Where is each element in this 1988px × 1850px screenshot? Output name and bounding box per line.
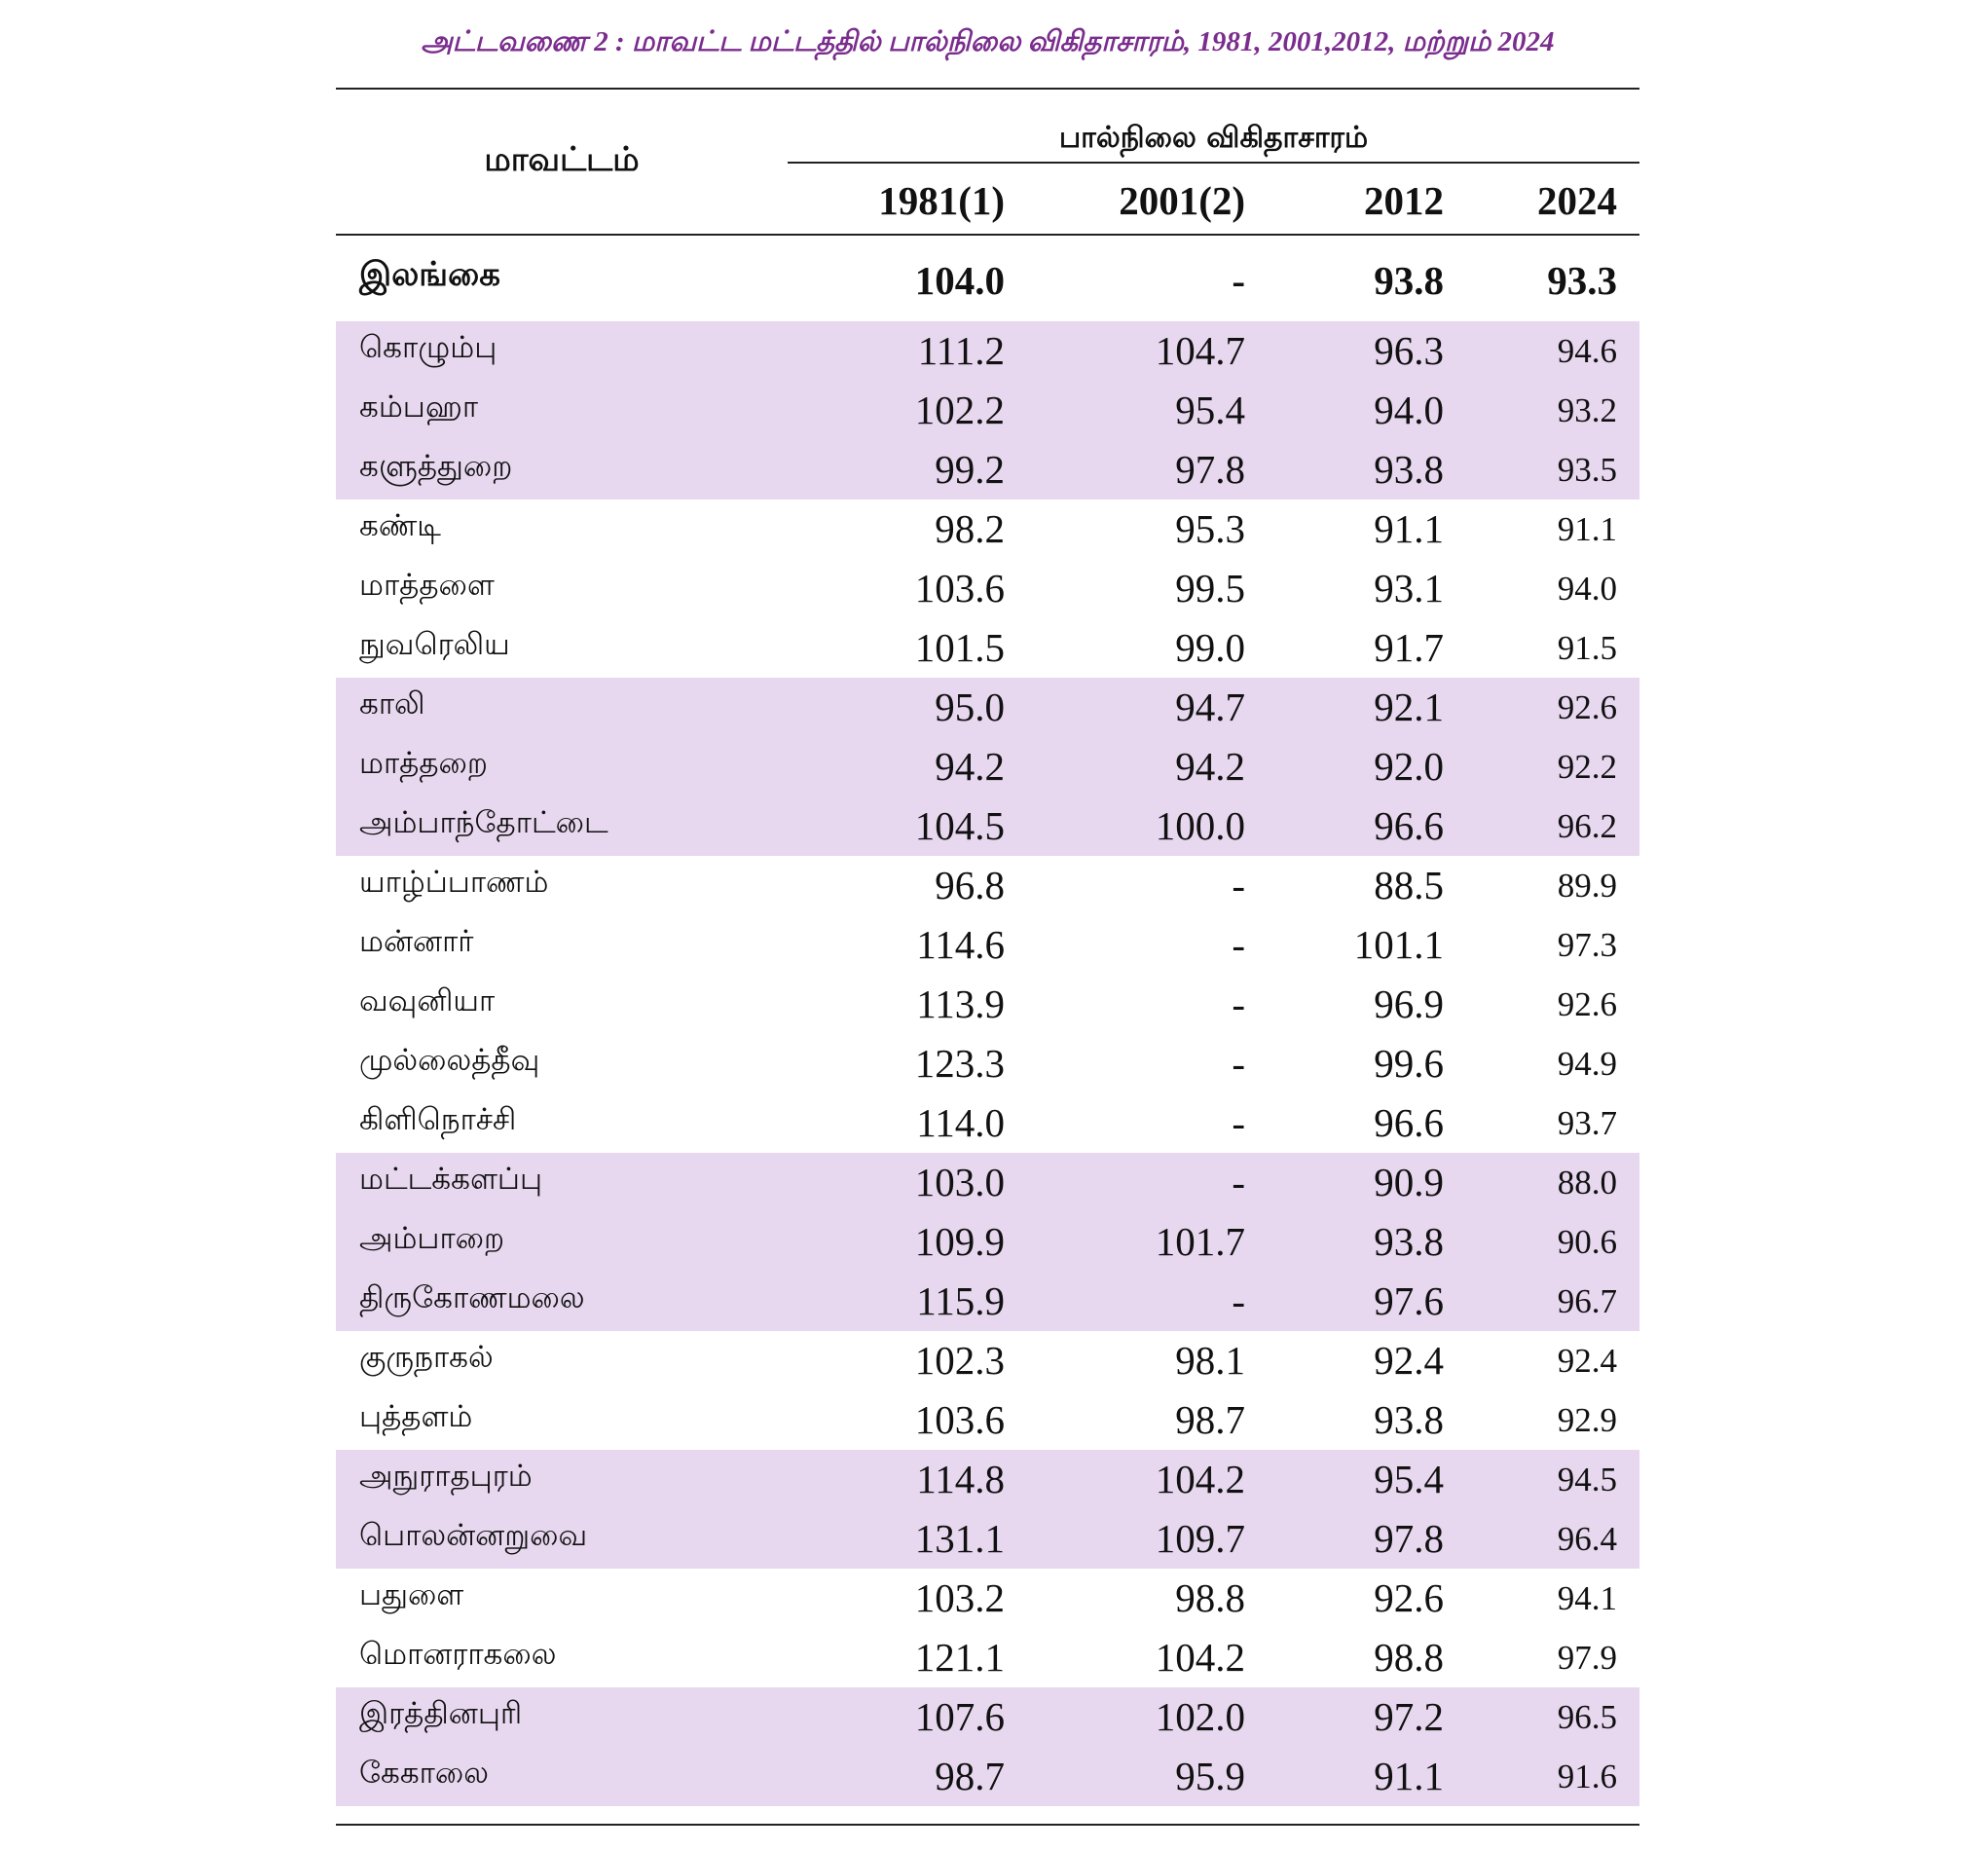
value-2012: 92.1 bbox=[1374, 684, 1444, 729]
value-1981: 103.6 bbox=[914, 566, 1005, 610]
value-2012: 88.5 bbox=[1374, 863, 1444, 907]
table-row bbox=[336, 915, 1639, 975]
value-1981: 114.6 bbox=[916, 922, 1005, 967]
value-2024: 90.6 bbox=[1557, 1223, 1617, 1261]
value-2012: 93.8 bbox=[1374, 1397, 1444, 1442]
value-1981: 113.9 bbox=[916, 981, 1005, 1026]
value-1981: 102.3 bbox=[914, 1338, 1005, 1383]
value-2001: 95.4 bbox=[1175, 388, 1245, 432]
value-2024: 91.6 bbox=[1557, 1758, 1617, 1795]
district-name: நுவரெலிய bbox=[359, 627, 510, 662]
value-2001: 95.9 bbox=[1175, 1754, 1245, 1798]
value-2024: 96.4 bbox=[1557, 1520, 1617, 1558]
national-value-2001: - bbox=[1232, 258, 1245, 303]
value-2001: 99.0 bbox=[1175, 625, 1245, 670]
value-2024: 93.2 bbox=[1557, 391, 1617, 429]
district-name: மாத்தறை bbox=[359, 746, 488, 781]
value-1981: 123.3 bbox=[914, 1041, 1005, 1086]
year-header-1981: 1981(1) bbox=[878, 178, 1005, 223]
value-2001: 98.8 bbox=[1175, 1575, 1245, 1620]
value-2001: 104.2 bbox=[1155, 1457, 1245, 1501]
sex-ratio-table bbox=[336, 88, 1639, 1826]
table-row bbox=[336, 1331, 1639, 1390]
district-name: மொனராகலை bbox=[359, 1637, 557, 1672]
table-row bbox=[336, 1509, 1639, 1569]
value-2024: 94.6 bbox=[1557, 332, 1617, 370]
value-2012: 93.8 bbox=[1374, 447, 1444, 492]
value-1981: 131.1 bbox=[914, 1516, 1005, 1561]
value-2024: 94.9 bbox=[1557, 1045, 1617, 1083]
table-row bbox=[336, 381, 1639, 440]
year-header-row bbox=[336, 177, 1639, 224]
table-row bbox=[336, 1747, 1639, 1806]
year-header-2012: 2012 bbox=[1364, 178, 1444, 223]
value-2012: 93.8 bbox=[1374, 1219, 1444, 1264]
value-2012: 91.1 bbox=[1374, 506, 1444, 551]
value-2001: - bbox=[1232, 922, 1245, 967]
district-name: வவுனியா bbox=[359, 983, 496, 1018]
value-1981: 103.2 bbox=[914, 1575, 1005, 1620]
value-2012: 95.4 bbox=[1374, 1457, 1444, 1501]
value-2024: 92.4 bbox=[1557, 1342, 1617, 1380]
value-1981: 99.2 bbox=[935, 447, 1005, 492]
value-2012: 93.1 bbox=[1374, 566, 1444, 610]
district-name: அம்பாந்தோட்டை bbox=[359, 805, 608, 840]
value-2001: - bbox=[1232, 863, 1245, 907]
value-1981: 114.8 bbox=[916, 1457, 1005, 1501]
table-title: அட்டவணை 2 : மாவட்ட மட்டத்தில் பால்நிலை விகிதாசாரம், 1981, 2001,2012, மற்றும் 2024 bbox=[421, 26, 1555, 57]
district-name: புத்தளம் bbox=[359, 1399, 473, 1434]
value-2001: 97.8 bbox=[1175, 447, 1245, 492]
value-2001: - bbox=[1232, 1041, 1245, 1086]
district-name: பொலன்னறுவை bbox=[359, 1518, 588, 1553]
group-header-rule bbox=[788, 162, 1639, 164]
value-2001: 100.0 bbox=[1155, 803, 1245, 848]
value-2001: - bbox=[1232, 1100, 1245, 1145]
value-1981: 111.2 bbox=[917, 328, 1005, 373]
value-2012: 92.4 bbox=[1374, 1338, 1444, 1383]
sex-ratio-group-header: பால்நிலை விகிதாசாரம் bbox=[1058, 121, 1369, 155]
value-2012: 90.9 bbox=[1374, 1160, 1444, 1204]
value-2001: 102.0 bbox=[1155, 1694, 1245, 1739]
district-column-header: மாவட்டம் bbox=[484, 140, 640, 179]
table-row bbox=[336, 440, 1639, 500]
value-1981: 94.2 bbox=[935, 744, 1005, 789]
district-name: மட்டக்களப்பு bbox=[359, 1162, 543, 1197]
value-2024: 97.9 bbox=[1557, 1639, 1617, 1677]
national-value-2024: 93.3 bbox=[1547, 258, 1617, 303]
value-1981: 95.0 bbox=[935, 684, 1005, 729]
value-2001: 104.7 bbox=[1155, 328, 1245, 373]
value-2012: 96.3 bbox=[1374, 328, 1444, 373]
national-total-row bbox=[336, 236, 1639, 321]
district-name: அநுராதபுரம் bbox=[359, 1459, 533, 1494]
value-2001: - bbox=[1232, 981, 1245, 1026]
value-2001: 94.2 bbox=[1175, 744, 1245, 789]
value-2012: 97.8 bbox=[1374, 1516, 1444, 1561]
value-2012: 96.6 bbox=[1374, 1100, 1444, 1145]
district-name: களுத்துறை bbox=[359, 449, 513, 484]
value-2012: 96.6 bbox=[1374, 803, 1444, 848]
district-name: குருநாகல் bbox=[359, 1340, 494, 1375]
table-row bbox=[336, 1390, 1639, 1450]
table-row bbox=[336, 618, 1639, 678]
value-2012: 98.8 bbox=[1374, 1635, 1444, 1680]
value-2024: 96.2 bbox=[1557, 807, 1617, 845]
district-name: பதுளை bbox=[359, 1577, 464, 1612]
value-2024: 96.5 bbox=[1557, 1698, 1617, 1736]
value-1981: 96.8 bbox=[935, 863, 1005, 907]
value-1981: 103.0 bbox=[914, 1160, 1005, 1204]
value-2012: 97.2 bbox=[1374, 1694, 1444, 1739]
table-row bbox=[336, 1272, 1639, 1331]
value-2012: 97.6 bbox=[1374, 1278, 1444, 1323]
value-2001: - bbox=[1232, 1278, 1245, 1323]
table-row bbox=[336, 975, 1639, 1034]
value-2012: 94.0 bbox=[1374, 388, 1444, 432]
district-name: கொழும்பு bbox=[359, 330, 497, 365]
value-2012: 91.1 bbox=[1374, 1754, 1444, 1798]
value-2024: 94.5 bbox=[1557, 1461, 1617, 1498]
value-1981: 109.9 bbox=[914, 1219, 1005, 1264]
value-2001: 98.1 bbox=[1175, 1338, 1245, 1383]
value-2024: 94.0 bbox=[1557, 570, 1617, 608]
value-2001: 98.7 bbox=[1175, 1397, 1245, 1442]
district-name: காலி bbox=[359, 686, 425, 722]
table-row bbox=[336, 321, 1639, 381]
table-row bbox=[336, 1450, 1639, 1509]
value-2012: 96.9 bbox=[1374, 981, 1444, 1026]
bottom-rule bbox=[336, 1824, 1639, 1826]
value-1981: 115.9 bbox=[916, 1278, 1005, 1323]
value-2001: 99.5 bbox=[1175, 566, 1245, 610]
value-2012: 92.0 bbox=[1374, 744, 1444, 789]
district-name: திருகோணமலை bbox=[359, 1280, 585, 1315]
table-row bbox=[336, 500, 1639, 559]
value-2024: 91.1 bbox=[1557, 510, 1617, 548]
value-1981: 98.2 bbox=[935, 506, 1005, 551]
table-row bbox=[336, 1034, 1639, 1093]
district-name: கேகாலை bbox=[359, 1756, 489, 1791]
value-2024: 93.5 bbox=[1557, 451, 1617, 489]
value-2001: 109.7 bbox=[1155, 1516, 1245, 1561]
national-label: இலங்கை bbox=[359, 255, 500, 294]
district-name: இரத்தினபுரி bbox=[359, 1696, 523, 1731]
table-row bbox=[336, 1687, 1639, 1747]
value-1981: 114.0 bbox=[916, 1100, 1005, 1145]
value-2001: 104.2 bbox=[1155, 1635, 1245, 1680]
value-2024: 93.7 bbox=[1557, 1104, 1617, 1142]
value-2024: 92.9 bbox=[1557, 1401, 1617, 1439]
table-row bbox=[336, 856, 1639, 915]
value-2024: 96.7 bbox=[1557, 1282, 1617, 1320]
value-2001: 95.3 bbox=[1175, 506, 1245, 551]
value-1981: 104.5 bbox=[914, 803, 1005, 848]
district-name: மாத்தளை bbox=[359, 568, 495, 603]
district-name: முல்லைத்தீவு bbox=[359, 1043, 540, 1078]
value-2024: 92.2 bbox=[1557, 748, 1617, 786]
value-2024: 91.5 bbox=[1557, 629, 1617, 667]
value-1981: 101.5 bbox=[914, 625, 1005, 670]
year-header-2024: 2024 bbox=[1537, 178, 1617, 223]
value-2012: 92.6 bbox=[1374, 1575, 1444, 1620]
district-name: மன்னார் bbox=[359, 924, 474, 959]
value-2012: 91.7 bbox=[1374, 625, 1444, 670]
value-1981: 98.7 bbox=[935, 1754, 1005, 1798]
value-2012: 101.1 bbox=[1353, 922, 1444, 967]
district-name: கிளிநொச்சி bbox=[359, 1102, 517, 1137]
table-row bbox=[336, 1153, 1639, 1212]
district-name: அம்பாறை bbox=[359, 1221, 505, 1256]
district-name: கம்பஹா bbox=[359, 389, 479, 425]
national-value-1981: 104.0 bbox=[914, 258, 1005, 303]
value-2001: 101.7 bbox=[1155, 1219, 1245, 1264]
district-name: கண்டி bbox=[359, 508, 441, 543]
district-rows bbox=[336, 321, 1639, 1806]
value-2024: 88.0 bbox=[1557, 1164, 1617, 1202]
value-2024: 92.6 bbox=[1557, 688, 1617, 726]
table-row bbox=[336, 678, 1639, 737]
table-row bbox=[336, 737, 1639, 796]
table-row bbox=[336, 1628, 1639, 1687]
value-1981: 103.6 bbox=[914, 1397, 1005, 1442]
value-1981: 121.1 bbox=[914, 1635, 1005, 1680]
value-1981: 107.6 bbox=[914, 1694, 1005, 1739]
value-2001: - bbox=[1232, 1160, 1245, 1204]
table-row bbox=[336, 1212, 1639, 1272]
value-2012: 99.6 bbox=[1374, 1041, 1444, 1086]
value-2024: 92.6 bbox=[1557, 985, 1617, 1023]
value-2024: 97.3 bbox=[1557, 926, 1617, 964]
table-row bbox=[336, 1093, 1639, 1153]
value-2024: 94.1 bbox=[1557, 1579, 1617, 1617]
district-name: யாழ்ப்பாணம் bbox=[359, 865, 549, 900]
value-2024: 89.9 bbox=[1557, 867, 1617, 905]
value-1981: 102.2 bbox=[914, 388, 1005, 432]
table-row bbox=[336, 796, 1639, 856]
year-header-2001: 2001(2) bbox=[1119, 178, 1245, 223]
table-row bbox=[336, 559, 1639, 618]
value-2001: 94.7 bbox=[1175, 684, 1245, 729]
table-row bbox=[336, 1569, 1639, 1628]
national-value-2012: 93.8 bbox=[1374, 258, 1444, 303]
